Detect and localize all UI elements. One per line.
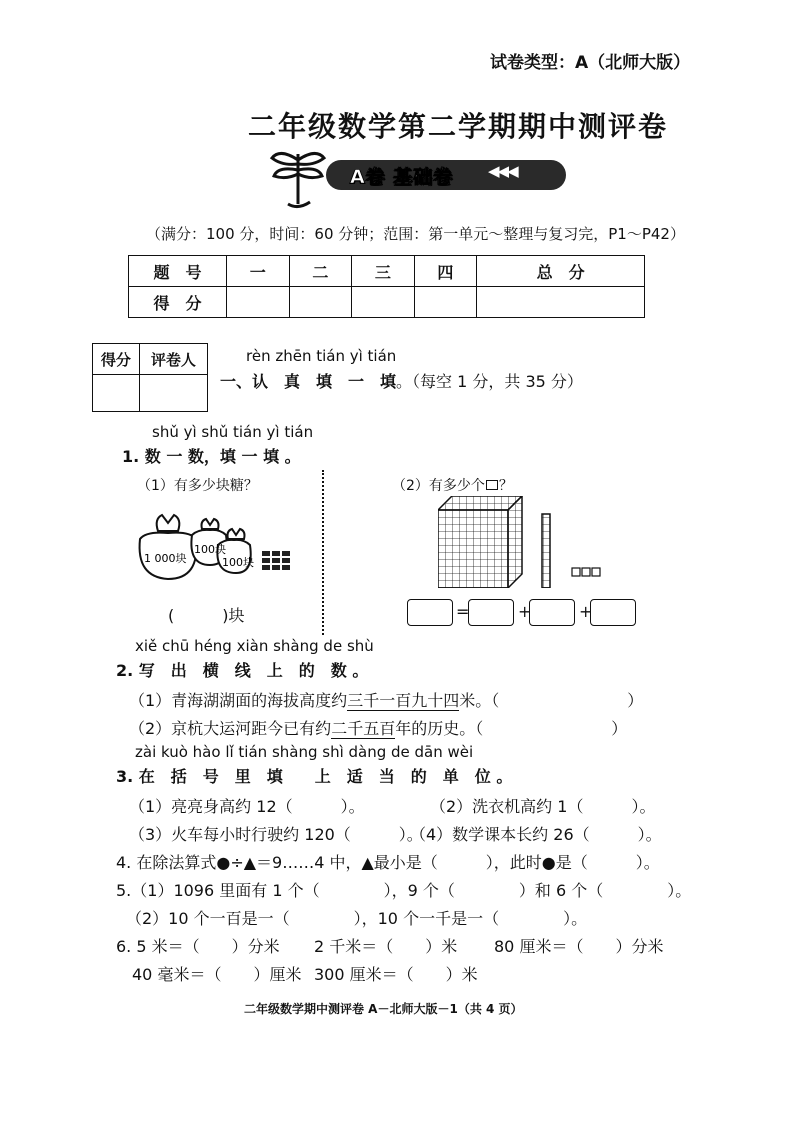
score-cell[interactable] [352, 287, 415, 318]
score-cell[interactable] [477, 287, 645, 318]
cubes-illustration [438, 496, 608, 588]
plus-sign: + [518, 602, 532, 621]
page-footer: 二年级数学期中测评卷 A－北师大版－1（共 4 页） [244, 1002, 523, 1016]
q1-sub1: （1）有多少块糖？ [137, 478, 258, 494]
score-table-col-2: 二 [289, 256, 352, 287]
paper-type: 试卷类型：A（北师大版） [490, 53, 691, 73]
section-banner [268, 146, 568, 216]
grader-name-label: 评卷人 [139, 344, 207, 375]
section1-pinyin: rèn zhēn tián yì tián [246, 347, 397, 365]
q3-item-3: （3）火车每小时行驶约 120（ ）。 [129, 825, 423, 844]
grader-score-cell[interactable] [93, 375, 140, 412]
section1-heading [220, 369, 583, 392]
plus-sign: + [579, 602, 593, 621]
q6-item-4: 40 毫米＝（ ）厘米 [132, 965, 302, 984]
grader-table [92, 343, 208, 412]
q3-item-2: （2）洗衣机高约 1（ ）。 [430, 797, 656, 816]
score-row-label: 得 分 [129, 287, 227, 318]
answer-box-total[interactable] [407, 599, 453, 626]
q3-pinyin: zài kuò hào lǐ tián shàng shì dàng de dān wèi [135, 743, 474, 761]
score-table-col-total: 总 分 [477, 256, 645, 287]
q2-title: 2. 写 出 横 线 上 的 数 。 [116, 661, 369, 680]
score-cell[interactable] [414, 287, 477, 318]
q1-sub2-label: （2）有多少个 [392, 478, 485, 494]
q2-pinyin: xiě chū héng xiàn shàng de shù [135, 637, 374, 655]
score-cell[interactable] [227, 287, 290, 318]
section1-note: 。（每空 1 分，共 35 分） [396, 372, 583, 391]
q5-line-1: 5.（1）1096 里面有 1 个（ ），9 个（ ）和 6 个（ ）。 [116, 881, 692, 900]
bag-label-1000: 1 000块 [144, 552, 187, 565]
unit-cubes-icon [572, 568, 600, 576]
dragonfly-icon [268, 146, 328, 212]
grader-score-label: 得分 [93, 344, 140, 375]
thousand-cube-icon [438, 496, 522, 588]
q3-item-1: （1）亮亮身高约 12（ ）。 [129, 797, 365, 816]
q2-item2-number: 二千五百 [331, 719, 396, 738]
q5-line-2: （2）10 个一百是一（ ），10 个一千是一（ ）。 [126, 909, 588, 928]
q2-item2-suffix: 年的历史。（ ） [395, 719, 628, 738]
q2-item-2 [129, 716, 627, 739]
bag-label-100b: 100块 [222, 556, 254, 569]
q6-item-1: 6. 5 米＝（ ）分米 [116, 937, 280, 956]
grader-name-cell[interactable] [139, 375, 207, 412]
score-table-col-4: 四 [414, 256, 477, 287]
score-table-col-3: 三 [352, 256, 415, 287]
q1-sub2 [392, 475, 513, 495]
q2-item1-number: 三千一百九十四 [347, 691, 460, 710]
equals-sign: = [456, 602, 470, 621]
candy-bags-illustration [130, 505, 300, 585]
banner-arrows-icon: ◀◀◀ [488, 162, 517, 180]
q2-item-1 [129, 688, 643, 711]
q2-item1-prefix: （1）青海湖湖面的海拔高度约 [129, 691, 348, 710]
q6-item-5: 300 厘米＝（ ）米 [314, 965, 478, 984]
exam-info: （满分：100 分，时间：60 分钟；范围：第一单元～整理与复习完，P1～P42） [146, 225, 685, 243]
q6-item-3: 80 厘米＝（ ）分米 [494, 937, 664, 956]
q1-sub2-end: ？ [498, 478, 513, 494]
q2-item2-prefix: （2）京杭大运河距今已有约 [129, 719, 332, 738]
small-cube-icon [486, 480, 498, 490]
q2-item1-suffix: 米。（ ） [459, 691, 644, 710]
section1-title: 一、认 真 填 一 填 [220, 372, 397, 391]
q1-answer-left: ( )块 [168, 606, 245, 625]
loose-candies-icon [262, 551, 290, 570]
score-cell[interactable] [289, 287, 352, 318]
ten-rod-icon [542, 514, 550, 588]
score-table-col-1: 一 [227, 256, 290, 287]
score-table [128, 255, 645, 318]
score-table-header-label: 题 号 [129, 256, 227, 287]
q4-text: 4. 在除法算式●÷▲＝9……4 中，▲最小是（ ），此时●是（ ）。 [116, 853, 660, 872]
answer-box-ones[interactable] [590, 599, 636, 626]
q3-item-4: （4）数学课本长约 26（ ）。 [410, 825, 662, 844]
q1-title: 1. 数 一 数，填 一 填 。 [122, 447, 301, 466]
answer-box-tens[interactable] [529, 599, 575, 626]
divider [322, 470, 324, 635]
page-title: 二年级数学第二学期期中测评卷 [248, 110, 669, 143]
banner-label: A卷 基础卷 [350, 166, 454, 188]
answer-box-thousands[interactable] [468, 599, 514, 626]
q6-item-2: 2 千米＝（ ）米 [314, 937, 458, 956]
bag-label-100a: 100块 [194, 543, 226, 556]
q1-pinyin: shǔ yì shǔ tián yì tián [152, 423, 314, 441]
q3-title: 3. 在 括 号 里 填 上 适 当 的 单 位 。 [116, 767, 513, 786]
